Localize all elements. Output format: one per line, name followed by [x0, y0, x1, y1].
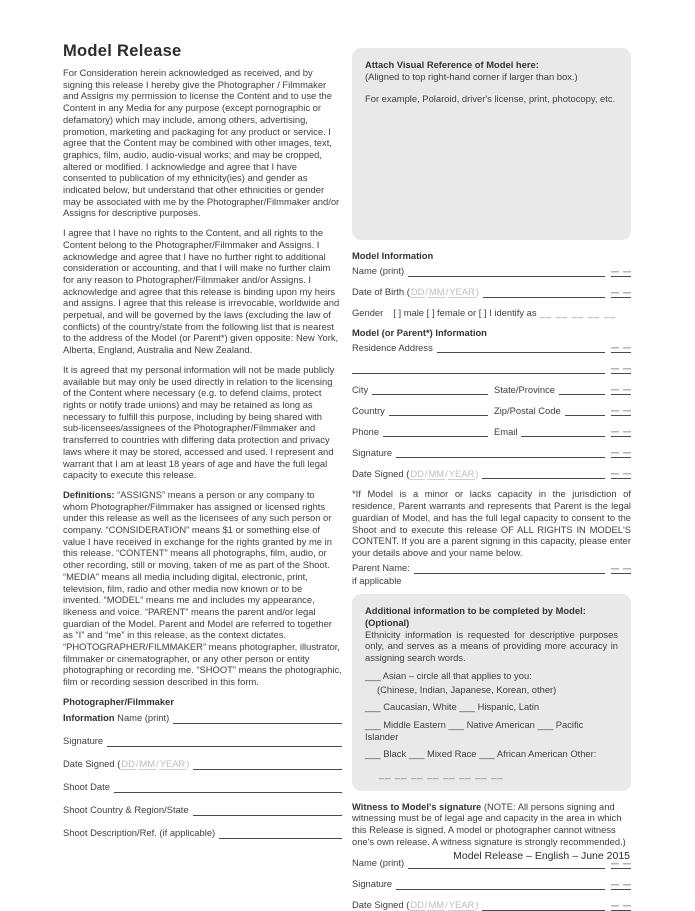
phone-label: Phone: [352, 425, 380, 437]
model-signature-row: [352, 445, 631, 458]
ethnicity-option-asian[interactable]: ___ Asian – circle all that applies to you:: [365, 669, 532, 681]
witness-note: (NOTE: All persons signing and witnessing must be of legal age and capacity in the area in which this Release is signed. A model or photographer cannot witness one's own release. A witness signature is strongly recommended.): [352, 800, 626, 847]
photographer-date-signed-line[interactable]: [193, 768, 342, 770]
shoot-country-label: Shoot Country & Region/State: [63, 803, 189, 815]
line-end-mark: [611, 292, 631, 298]
mm-token: MM: [428, 467, 445, 479]
ethnicity-option-middle-eastern-row[interactable]: ___ Middle Eastern ___ Native American ___ Pacific Islander: [365, 718, 584, 742]
shoot-date-label: Shoot Date: [63, 780, 110, 792]
model-dob-label: Date of Birth (DD/MM/YEAR): [352, 286, 479, 297]
witness-signature-row: [352, 877, 631, 890]
attach-box-align-note: (Aligned to top right-hand corner if larger than box.): [365, 70, 578, 82]
model-date-signed-line[interactable]: [482, 477, 605, 479]
model-signature-line[interactable]: [396, 456, 605, 458]
shoot-description-line[interactable]: [219, 837, 342, 839]
witness-date-signed-label: Date Signed (DD/MM/YEAR): [352, 898, 479, 910]
if-applicable-note: if applicable: [352, 574, 402, 586]
additional-info-box: [352, 594, 631, 790]
phone-line[interactable]: [383, 435, 488, 437]
state-line[interactable]: [559, 393, 605, 395]
line-end-mark: [611, 389, 631, 395]
shoot-country-line[interactable]: [193, 814, 342, 816]
line-end-mark: [611, 568, 631, 574]
line-end-mark: [611, 410, 631, 416]
line-end-mark: [611, 368, 631, 374]
mm-token: MM: [428, 898, 445, 910]
additional-info-heading-1: Additional information to be completed by Model:: [365, 605, 586, 617]
zip-line[interactable]: [565, 414, 605, 416]
line-end-mark: [611, 271, 631, 277]
ethnicity-option-asian-detail: (Chinese, Indian, Japanese, Korean, other): [377, 683, 557, 695]
city-label: City: [352, 383, 369, 395]
witness-signature-line[interactable]: [396, 888, 605, 890]
intro-paragraph-2: I agree that I have no rights to the Content, and all rights to the Content belong to the Photographer/Filmmaker and Assigns. I acknowledge and agree that I have no further right to additional consideration or accounting, and that I will make no further claim for any reason to Photographer/Filmmaker and/or Assigns. I acknowledge and agree that this release is binding upon my heirs and assigns. I agree that this release is irrevocable, worldwide and perpetual, and will be governed by the laws (excluding the law of conflicts) of the country/state from the following list that is nearest to the address of the Model (or Parent*) given opposite: New York, Alberta, England, Australia and New Zealand.: [63, 227, 340, 356]
model-signature-label: Signature: [352, 446, 393, 458]
ethnicity-intro: Ethnicity information is requested for descriptive purposes only, and serves as a means of providing more accuracy in assigning search words.: [365, 628, 618, 664]
model-dob-line[interactable]: [483, 296, 605, 298]
attach-box-heading: Attach Visual Reference of Model here:: [365, 59, 539, 70]
parent-name-row: [352, 561, 631, 574]
photographer-signature-label: Signature: [63, 734, 104, 746]
photographer-section: [63, 696, 342, 839]
shoot-description-row: [63, 826, 342, 839]
year-token: YEAR: [159, 757, 186, 769]
line-end-mark: [611, 347, 631, 353]
country-label: Country: [352, 404, 385, 416]
email-label: Email: [494, 425, 518, 437]
residence-address-line[interactable]: [437, 351, 605, 353]
residence-address-row-2: [352, 361, 631, 374]
residence-address-row: [352, 340, 631, 353]
photographer-date-signed-row: [63, 757, 342, 770]
model-name-label: Name (print): [352, 265, 405, 276]
phone-email-row: [352, 424, 631, 437]
ethnicity-option-black-mixed-row[interactable]: ___ Black ___ Mixed Race ___ African American Other:: [365, 748, 597, 760]
shoot-country-row: [63, 803, 342, 816]
parent-info-heading: Model (or Parent*) Information: [352, 326, 487, 338]
ethnicity-other-blank[interactable]: __ __ __ __ __ __ __ __: [379, 768, 504, 780]
shoot-date-line[interactable]: [114, 791, 342, 793]
witness-paragraph: [352, 801, 631, 848]
dd-token: DD: [410, 286, 425, 297]
shoot-description-label: Shoot Description/Ref. (if applicable): [63, 826, 216, 838]
country-zip-row: [352, 403, 631, 416]
country-line[interactable]: [389, 414, 488, 416]
witness-date-signed-line[interactable]: [482, 909, 605, 911]
intro-paragraph-1: For Consideration herein acknowledged as received, and by signing this release I hereby give the Photographer / Filmmaker and Assigns my permission to license the Content and to use the Content in any Media for any purpose (except pornographic or defamatory) which may include, among others, advertising, promotion, marketing and packaging for any product or service. I agree that the Content may be combined with other images, text, graphics, film, audio, audio-visual works; and may be cropped, altered or modified. I acknowledge and agree that I have consented to publication of my ethnicity(ies) and gender as indicated below, but understand that other ethnicities or gender may be associated with me by the Photographer/Filmmaker and/or Assigns for descriptive purposes.: [63, 67, 340, 219]
email-line[interactable]: [521, 435, 605, 437]
city-line[interactable]: [372, 393, 488, 395]
residence-address-line-2[interactable]: [352, 372, 605, 374]
line-end-mark: [611, 863, 631, 869]
witness-signature-label: Signature: [352, 877, 393, 889]
witness-name-line[interactable]: [408, 867, 605, 869]
year-token: YEAR: [448, 467, 475, 479]
photographer-name-label: Name (print): [117, 711, 170, 723]
line-end-mark: [611, 452, 631, 458]
shoot-date-row: [63, 780, 342, 793]
model-date-signed-label: Date Signed (DD/MM/YEAR): [352, 467, 479, 479]
photographer-date-signed-label: Date Signed (DD/MM/YEAR): [63, 757, 190, 769]
right-column: [352, 48, 631, 911]
gender-checkboxes[interactable]: [ ] male [ ] female or [ ] I identify as: [393, 307, 537, 318]
dd-token: DD: [410, 898, 424, 910]
minor-note: *If Model is a minor or lacks capacity in the jurisdiction of residence, Parent warrants and represents that Parent is the legal guardian of Model, and has the full legal capacity to consent to the Shoot and to execute this release OF ALL RIGHTS IN MODEL'S CONTENT. If you are a parent signing in this capacity, please enter your details above and your name below.: [352, 488, 631, 558]
photographer-heading: Photographer/Filmmaker: [63, 695, 174, 707]
intro-paragraph-3: It is agreed that my personal information will not be made publicly available but may only be used directly in relation to the licensing of the Content where necessary (e.g. to defend claims, protect rights or notify trade unions) and may be retained as long as necessary to fulfill this purpose, including by being shared with sub-licensees/assignees of the Photographer/Filmmaker and transferred to countries with differing data protection and privacy laws where it may be stored, accessed and used. I represent and warrant that I am at least 18 years of age and have the full legal capacity to execute this release.: [63, 363, 335, 481]
model-date-signed-row: [352, 466, 631, 479]
page-title: Model Release: [63, 42, 182, 60]
line-end-mark: [611, 431, 631, 437]
gender-identify-blank[interactable]: __ __ __ __ __: [539, 307, 617, 318]
witness-name-label: Name (print): [352, 856, 405, 868]
year-token: YEAR: [449, 286, 475, 297]
photographer-name-line[interactable]: [173, 722, 342, 724]
attach-reference-box: [352, 48, 631, 240]
witness-date-signed-row: [352, 898, 631, 911]
definitions-text: “ASSIGNS” means a person or any company to whom Photographer/Filmmaker has assigned or licensed rights under this release as well as the licensees of any such person or company. “CONSIDERATION” means $1 or something else of value I have received in exchange for the rights granted by me in this release. “CONTENT” means all photographs, film, audio, or other recording, still or moving, taken of me as part of the Shoot. “MEDIA” means all media including digital, electronic, print, television, film, radio and other media now known or to be invented. “MODEL” means me and includes my appearance, likeness and voice. “PARENT” means the parent and/or legal guardian of the Model. Parent and Model are referred to together as “I” and “me” in this release, as the context dictates. “PHOTOGRAPHER/FILMMAKER” means photographer, illustrator, filmmaker or cinematographer, or any other person or entity photographing or recording me. “SHOOT” means the photographic, film or recording session described in this form.: [63, 488, 342, 688]
mm-token: MM: [139, 757, 156, 769]
photographer-info-label: Information: [63, 711, 115, 723]
line-end-mark: [611, 884, 631, 890]
model-gender-row: [352, 306, 631, 319]
left-column: [63, 42, 342, 839]
photographer-signature-row: [63, 734, 342, 747]
photographer-name-row: [63, 711, 342, 724]
attach-box-example-note: For example, Polaroid, driver's license, print, photocopy, etc.: [365, 93, 616, 105]
witness-heading: Witness to Model's signature: [352, 800, 482, 812]
ethnicity-option-caucasian-hispanic[interactable]: ___ Caucasian, White ___ Hispanic, Latin: [365, 701, 540, 713]
gender-label: Gender: [352, 307, 384, 318]
parent-name-line[interactable]: [414, 572, 605, 574]
residence-address-label: Residence Address: [352, 341, 433, 353]
dd-token: DD: [121, 757, 135, 769]
year-token: YEAR: [448, 898, 475, 910]
dd-token: DD: [410, 467, 424, 479]
model-name-line[interactable]: [408, 275, 605, 277]
definitions-paragraph: [63, 489, 342, 688]
additional-info-heading-2: (Optional): [365, 617, 410, 629]
zip-label: Zip/Postal Code: [494, 404, 561, 416]
line-end-mark: [611, 905, 631, 911]
model-name-row: [352, 264, 631, 277]
model-info-heading: Model Information: [352, 250, 434, 261]
parent-name-label: Parent Name:: [352, 561, 410, 573]
city-state-row: [352, 382, 631, 395]
document-footer: Model Release – English – June 2015: [453, 850, 630, 862]
mm-token: MM: [429, 286, 445, 297]
photographer-signature-line[interactable]: [107, 745, 342, 747]
definitions-label: Definitions:: [63, 488, 115, 500]
model-dob-row: [352, 285, 631, 298]
line-end-mark: [611, 473, 631, 479]
state-label: State/Province: [494, 383, 555, 395]
